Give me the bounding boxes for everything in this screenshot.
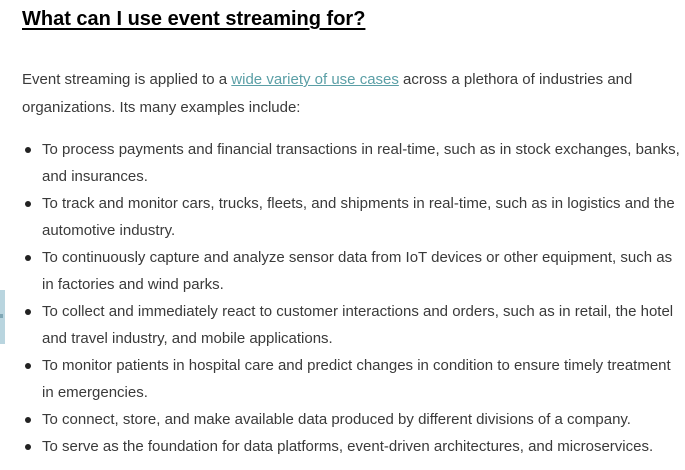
bullet-icon: [25, 255, 31, 261]
bullet-icon: [25, 147, 31, 153]
list-item-text: To collect and immediately react to customer interactions and orders, such as in retail, the hotel and travel industry, and mobile applications.: [42, 303, 674, 347]
list-item-text: To process payments and financial transactions in real-time, such as in stock exchanges, banks, and insurances.: [42, 141, 680, 185]
bullet-icon: [25, 363, 31, 369]
use-cases-list: [22, 136, 682, 460]
section-heading: What can I use event streaming for?: [22, 8, 366, 30]
list-item: [22, 352, 682, 406]
list-item: [22, 406, 682, 433]
bullet-icon: [25, 309, 31, 315]
intro-text-before: Event streaming is applied to a: [22, 71, 232, 88]
bullet-icon: [25, 444, 31, 450]
article-section: [22, 0, 682, 460]
bullet-icon: [25, 417, 31, 423]
side-tab-grip-icon: [0, 314, 3, 318]
list-item: [22, 244, 682, 298]
list-item: [22, 298, 682, 352]
list-item-text: To connect, store, and make available data produced by different divisions of a company.: [42, 411, 631, 428]
side-feedback-tab[interactable]: [0, 290, 5, 344]
list-item-text: To monitor patients in hospital care and predict changes in condition to ensure timely treatment in emergencies.: [42, 357, 671, 401]
list-item-text: To track and monitor cars, trucks, fleets, and shipments in real-time, such as in logistics and the automotive industry.: [42, 195, 675, 239]
intro-paragraph: [22, 66, 682, 122]
intro-text-after: across a plethora of industries and organizations. Its many examples include:: [22, 71, 633, 116]
list-item: [22, 433, 682, 460]
bullet-icon: [25, 201, 31, 207]
list-item-text: To continuously capture and analyze sensor data from IoT devices or other equipment, such as in factories and wind parks.: [42, 249, 673, 293]
list-item-text: To serve as the foundation for data platforms, event-driven architectures, and microservices.: [42, 438, 654, 455]
use-cases-link[interactable]: wide variety of use cases: [231, 71, 399, 88]
list-item: [22, 190, 682, 244]
list-item: [22, 136, 682, 190]
